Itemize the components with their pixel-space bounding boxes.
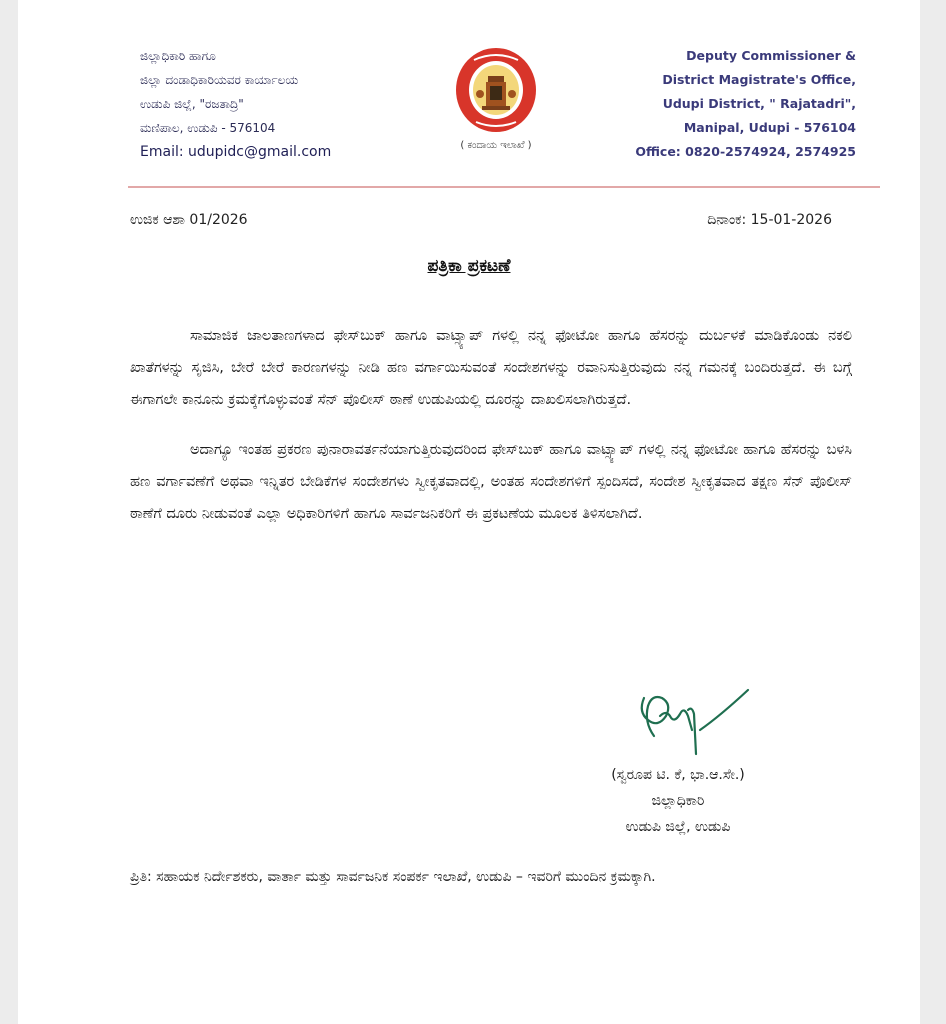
paragraph-1: ಸಾಮಾಜಿಕ ಜಾಲತಾಣಗಳಾದ ಫೇಸ್‌ಬುಕ್ ಹಾಗೂ ವಾಟ್ಸ್ಯಾಪ್ ಗಳಲ್ಲಿ ನನ್ನ ಫೋಟೋ ಹಾಗೂ ಹೆಸರನ್ನು ದುರ್ಬಳಕೆ ಮಾಡಿಕೊಂಡು ನಕಲಿ ಖಾತೆಗಳನ್ನು ಸೃಜಿಸಿ, ಬೇರೆ ಬೇರೆ ಕಾರಣಗಳನ್ನು ನೀಡಿ ಹಣ ವರ್ಗಾಯಿಸುವಂತೆ ಸಂದೇಶಗಳನ್ನು ರವಾನಿಸುತ್ತಿರುವುದು ನನ್ನ ಗಮನಕ್ಕೆ ಬಂದಿರುತ್ತದೆ. ಈ ಬಗ್ಗೆ ಈಗಾಗಲೇ ಕಾನೂನು ಕ್ರಮಕ್ಕೆಗೊಳ್ಳುವಂತೆ ಸೆನ್ ಪೊಲೀಸ್ ಠಾಣೆ ಉಡುಪಿಯಲ್ಲಿ ದೂರನ್ನು ದಾಖಲಿಸಲಾಗಿರುತ್ತದೆ. — [130, 328, 852, 408]
signatory-designation: ಜಿಲ್ಲಾಧಿಕಾರಿ — [651, 793, 705, 809]
header-left-line1: ಜಿಲ್ಲಾಧಿಕಾರಿ ಹಾಗೂ — [140, 49, 216, 63]
header-left-line2: ಜಿಲ್ಲಾ ದಂಡಾಧಿಕಾರಿಯವರ ಕಾರ್ಯಾಲಯ — [140, 73, 299, 87]
header-divider — [128, 186, 880, 188]
header-email: Email: udupidc@gmail.com — [140, 144, 332, 160]
copy-to-note: ಪ್ರಿತಿ: ಸಹಾಯಕ ನಿರ್ದೇಶಕರು, ವಾರ್ತಾ ಮತ್ತು ಸಾರ್ವಜನಿಕ ಸಂಪರ್ಕ ಇಲಾಖೆ, ಉಡುಪಿ – ಇವರಿಗೆ ಮುಂದಿನ ಕ್ರಮಕ್ಕಾಗಿ. — [130, 869, 656, 885]
emblem-caption: ( ಕಂದಾಯ ಇಲಾಖೆ ) — [460, 140, 532, 151]
signatory-name: (ಸ್ವರೂಪ ಟಿ. ಕೆ, ಭಾ.ಆ.ಸೇ.) — [611, 767, 745, 783]
signatory-block — [558, 762, 798, 840]
header-right-line2: District Magistrate's Office, — [662, 72, 856, 87]
header-right-line1: Deputy Commissioner & — [686, 48, 856, 63]
letter-page — [18, 0, 920, 1024]
header-right-line4: Manipal, Udupi - 576104 — [683, 120, 856, 135]
karnataka-emblem-icon — [454, 46, 538, 134]
emblem-block — [436, 46, 556, 151]
header-left-line4: ಮಣಿಪಾಲ, ಉಡುಪಿ - 576104 — [140, 121, 276, 135]
handwritten-signature — [630, 686, 750, 766]
signatory-office: ಉಡುಪಿ ಜಿಲ್ಲೆ, ಉಡುಪಿ — [625, 819, 731, 835]
header-right-phone: Office: 0820-2574924, 2574925 — [635, 144, 856, 159]
letter-date: ದಿನಾಂಕ: 15-01-2026 — [707, 212, 832, 228]
press-release-title: ಪತ್ರಿಕಾ ಪ್ರಕಟಣೆ — [427, 256, 511, 276]
letter-body — [130, 320, 852, 548]
paragraph-2: ಅದಾಗ್ಯೂ ಇಂತಹ ಪ್ರಕರಣ ಪುನಾರಾವರ್ತನೆಯಾಗುತ್ತಿರುವುದರಿಂದ ಫೇಸ್‌ಬುಕ್ ಹಾಗೂ ವಾಟ್ಸ್ಯಾಪ್ ಗಳಲ್ಲಿ ನನ್ನ ಫೋಟೋ ಹಾಗೂ ಹೆಸರನ್ನು ಬಳಸಿ ಹಣ ವರ್ಗಾವಣೆಗೆ ಅಥವಾ ಇನ್ನಿತರ ಬೇಡಿಕೆಗಳ ಸಂದೇಶಗಳು ಸ್ವೀಕೃತವಾದಲ್ಲಿ, ಅಂತಹ ಸಂದೇಶಗಳಿಗೆ ಸ್ಪಂದಿಸದೆ, ಸಂದೇಶ ಸ್ವೀಕೃತವಾದ ತಕ್ಷಣ ಸೆನ್ ಪೊಲೀಸ್ ಠಾಣೆಗೆ ದೂರು ನೀಡುವಂತೆ ಎಲ್ಲಾ ಅಧಿಕಾರಿಗಳಿಗೆ ಹಾಗೂ ಸಾರ್ವಜನಿಕರಿಗೆ ಈ ಪ್ರಕಟಣೆಯ ಮೂಲಕ ತಿಳಿಸಲಾಗಿದೆ. — [130, 442, 852, 522]
header-left-line3: ಉಡುಪಿ ಜಿಲ್ಲೆ, "ರಜತಾದ್ರಿ" — [140, 97, 244, 111]
header-right-line3: Udupi District, " Rajatadri", — [662, 96, 856, 111]
header-english-address — [626, 44, 856, 164]
header-kannada-address — [140, 44, 440, 164]
reference-number: ಉಜಿಕ ಆಶಾ 01/2026 — [130, 212, 248, 228]
